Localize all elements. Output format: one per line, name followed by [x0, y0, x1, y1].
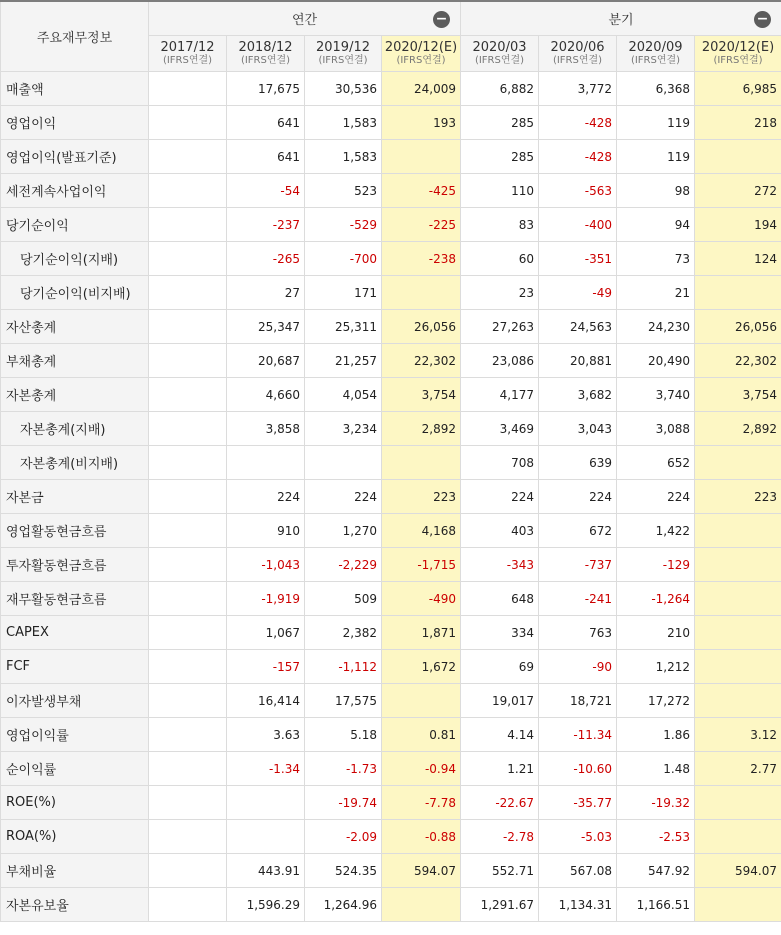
table-cell: [149, 616, 227, 650]
table-row: [1, 786, 781, 820]
table-cell: 22,302: [382, 344, 461, 378]
table-cell: 25,311: [305, 310, 382, 344]
table-cell: 3,858: [227, 412, 305, 446]
table-row: [1, 548, 781, 582]
table-cell: -2.78: [461, 820, 539, 854]
table-cell: [695, 446, 781, 480]
table-cell: -0.94: [382, 752, 461, 786]
table-cell: 224: [461, 480, 539, 514]
table-cell: -351: [539, 242, 617, 276]
column-period: 2020/03: [472, 39, 527, 55]
table-cell: 0.81: [382, 718, 461, 752]
table-cell: 1,583: [305, 140, 382, 174]
table-cell: 2,892: [382, 412, 461, 446]
table-cell: -54: [227, 174, 305, 208]
row-label: 당기순이익: [1, 208, 149, 242]
table-cell: 594.07: [695, 854, 781, 888]
table-cell: -1,043: [227, 548, 305, 582]
row-label: 순이익률: [1, 752, 149, 786]
row-label: 부채비율: [1, 854, 149, 888]
table-cell: -1,715: [382, 548, 461, 582]
table-row: [1, 140, 781, 174]
table-row: [1, 888, 781, 922]
table-cell: [382, 446, 461, 480]
table-cell: -157: [227, 650, 305, 684]
row-label: 자산총계: [1, 310, 149, 344]
table-cell: 641: [227, 140, 305, 174]
row-label: ROE(%): [1, 786, 149, 820]
table-cell: 218: [695, 106, 781, 140]
table-cell: 25,347: [227, 310, 305, 344]
collapse-annual-button[interactable]: −: [433, 11, 450, 28]
table-cell: -563: [539, 174, 617, 208]
table-cell: [695, 514, 781, 548]
table-cell: [149, 548, 227, 582]
row-label: 영업이익(발표기준): [1, 140, 149, 174]
table-cell: 17,575: [305, 684, 382, 718]
row-label: 매출액: [1, 72, 149, 106]
table-row: [1, 480, 781, 514]
table-cell: 1.21: [461, 752, 539, 786]
table-cell: -529: [305, 208, 382, 242]
table-cell: 403: [461, 514, 539, 548]
table-cell: -90: [539, 650, 617, 684]
column-basis: (IFRS연결): [162, 54, 213, 66]
column-period: 2020/09: [628, 39, 683, 55]
column-basis: (IFRS연결): [240, 54, 291, 66]
table-row: [1, 684, 781, 718]
row-label: 자본총계(비지배): [1, 446, 149, 480]
table-cell: 94: [617, 208, 695, 242]
table-cell: 3,754: [695, 378, 781, 412]
group-label-annual: 연간: [291, 13, 318, 28]
table-row: [1, 242, 781, 276]
table-cell: [695, 820, 781, 854]
table-row: [1, 310, 781, 344]
table-cell: [149, 582, 227, 616]
table-cell: 23: [461, 276, 539, 310]
table-cell: 24,563: [539, 310, 617, 344]
table-cell: 119: [617, 106, 695, 140]
table-row: [1, 582, 781, 616]
row-label: 당기순이익(지배): [1, 242, 149, 276]
table-cell: 27,263: [461, 310, 539, 344]
row-label: 영업이익: [1, 106, 149, 140]
table-cell: -0.88: [382, 820, 461, 854]
table-cell: [149, 378, 227, 412]
table-cell: 2,892: [695, 412, 781, 446]
table-cell: [149, 752, 227, 786]
table-cell: 285: [461, 106, 539, 140]
table-cell: [149, 140, 227, 174]
table-cell: 24,230: [617, 310, 695, 344]
column-period: 2017/12: [160, 39, 215, 55]
table-row: [1, 752, 781, 786]
table-cell: [149, 820, 227, 854]
table-row: [1, 72, 781, 106]
table-cell: -2.09: [305, 820, 382, 854]
table-cell: 652: [617, 446, 695, 480]
table-cell: -490: [382, 582, 461, 616]
table-cell: 224: [617, 480, 695, 514]
table-row: [1, 106, 781, 140]
table-cell: 194: [695, 208, 781, 242]
table-cell: 73: [617, 242, 695, 276]
table-cell: 3,469: [461, 412, 539, 446]
row-label: 부채총계: [1, 344, 149, 378]
table-cell: [149, 276, 227, 310]
table-cell: -1,112: [305, 650, 382, 684]
table-row: [1, 616, 781, 650]
column-period: 2020/12(E): [384, 39, 458, 55]
table-cell: -1,919: [227, 582, 305, 616]
column-basis: (IFRS연결): [396, 54, 446, 66]
table-cell: 3,740: [617, 378, 695, 412]
table-cell: -2.53: [617, 820, 695, 854]
column-header: [539, 36, 617, 72]
table-cell: 4,168: [382, 514, 461, 548]
table-cell: 224: [305, 480, 382, 514]
table-cell: 30,536: [305, 72, 382, 106]
table-cell: -343: [461, 548, 539, 582]
table-cell: 3,772: [539, 72, 617, 106]
table-cell: [149, 650, 227, 684]
group-label-quarterly: 분기: [608, 13, 634, 28]
table-cell: -1,264: [617, 582, 695, 616]
table-cell: -425: [382, 174, 461, 208]
table-cell: 648: [461, 582, 539, 616]
table-cell: 524.35: [305, 854, 382, 888]
row-label: 영업이익률: [1, 718, 149, 752]
table-cell: 1,596.29: [227, 888, 305, 922]
table-cell: 910: [227, 514, 305, 548]
column-basis: (IFRS연결): [474, 54, 525, 66]
table-row: [1, 412, 781, 446]
table-cell: 567.08: [539, 854, 617, 888]
table-cell: 509: [305, 582, 382, 616]
table-cell: 594.07: [382, 854, 461, 888]
table-cell: 27: [227, 276, 305, 310]
table-cell: 19,017: [461, 684, 539, 718]
row-label: 투자활동현금흐름: [1, 548, 149, 582]
table-cell: [149, 72, 227, 106]
table-cell: [149, 344, 227, 378]
table-cell: 1,672: [382, 650, 461, 684]
row-label: 자본금: [1, 480, 149, 514]
table-cell: [149, 174, 227, 208]
column-period: 2020/12(E): [701, 39, 775, 55]
table-cell: 210: [617, 616, 695, 650]
table-cell: 21: [617, 276, 695, 310]
table-cell: 547.92: [617, 854, 695, 888]
group-header-annual: [149, 1, 461, 36]
table-cell: -225: [382, 208, 461, 242]
table-cell: [149, 480, 227, 514]
table-cell: 1,212: [617, 650, 695, 684]
column-header: [695, 36, 781, 72]
table-cell: [149, 208, 227, 242]
table-row: [1, 718, 781, 752]
table-title: 주요재무정보: [1, 1, 149, 72]
table-cell: 552.71: [461, 854, 539, 888]
table-cell: 5.18: [305, 718, 382, 752]
table-cell: [382, 140, 461, 174]
table-cell: 18,721: [539, 684, 617, 718]
table-body: [1, 72, 781, 922]
table-cell: [227, 786, 305, 820]
table-cell: 4,054: [305, 378, 382, 412]
table-cell: 22,302: [695, 344, 781, 378]
table-cell: 224: [227, 480, 305, 514]
column-header: [617, 36, 695, 72]
table-cell: 763: [539, 616, 617, 650]
table-cell: 4.14: [461, 718, 539, 752]
table-cell: -1.73: [305, 752, 382, 786]
table-cell: -1.34: [227, 752, 305, 786]
table-cell: -737: [539, 548, 617, 582]
table-cell: 1,166.51: [617, 888, 695, 922]
table-cell: 708: [461, 446, 539, 480]
table-cell: 641: [227, 106, 305, 140]
table-cell: 3,088: [617, 412, 695, 446]
table-cell: 17,675: [227, 72, 305, 106]
table-cell: 4,660: [227, 378, 305, 412]
table-cell: 3,682: [539, 378, 617, 412]
table-cell: 2,382: [305, 616, 382, 650]
table-cell: 26,056: [382, 310, 461, 344]
table-cell: 3.63: [227, 718, 305, 752]
table-cell: 17,272: [617, 684, 695, 718]
row-label: 당기순이익(비지배): [1, 276, 149, 310]
table-cell: [149, 684, 227, 718]
table-cell: 1,264.96: [305, 888, 382, 922]
row-label: 자본총계(지배): [1, 412, 149, 446]
table-row: [1, 208, 781, 242]
table-row: [1, 344, 781, 378]
table-cell: -35.77: [539, 786, 617, 820]
column-period: 2020/06: [550, 39, 605, 55]
column-header: [382, 36, 461, 72]
table-cell: -428: [539, 106, 617, 140]
table-cell: [149, 888, 227, 922]
table-cell: 443.91: [227, 854, 305, 888]
table-cell: 285: [461, 140, 539, 174]
row-label: CAPEX: [1, 616, 149, 650]
table-cell: 6,882: [461, 72, 539, 106]
table-cell: 1,422: [617, 514, 695, 548]
table-cell: 1.86: [617, 718, 695, 752]
table-cell: [149, 106, 227, 140]
row-label: 자본유보율: [1, 888, 149, 922]
table-cell: [695, 786, 781, 820]
table-cell: 23,086: [461, 344, 539, 378]
table-cell: 3,043: [539, 412, 617, 446]
column-header: [227, 36, 305, 72]
table-cell: -22.67: [461, 786, 539, 820]
table-cell: 223: [382, 480, 461, 514]
table-cell: 334: [461, 616, 539, 650]
table-cell: [695, 582, 781, 616]
table-cell: 119: [617, 140, 695, 174]
table-cell: 3,234: [305, 412, 382, 446]
table-cell: [149, 446, 227, 480]
column-header: [149, 36, 227, 72]
table-cell: -129: [617, 548, 695, 582]
table-cell: 26,056: [695, 310, 781, 344]
table-cell: 60: [461, 242, 539, 276]
table-cell: [695, 140, 781, 174]
table-cell: 6,985: [695, 72, 781, 106]
table-cell: 21,257: [305, 344, 382, 378]
table-cell: 171: [305, 276, 382, 310]
table-cell: -238: [382, 242, 461, 276]
group-header-quarterly: [461, 1, 781, 36]
table-cell: 6,368: [617, 72, 695, 106]
table-row: [1, 446, 781, 480]
row-label: 세전계속사업이익: [1, 174, 149, 208]
row-label: 이자발생부채: [1, 684, 149, 718]
table-cell: [149, 242, 227, 276]
table-cell: 3.12: [695, 718, 781, 752]
table-cell: 24,009: [382, 72, 461, 106]
column-basis: (IFRS연결): [630, 54, 681, 66]
row-label: 재무활동현금흐름: [1, 582, 149, 616]
table-cell: 1,134.31: [539, 888, 617, 922]
table-cell: 20,687: [227, 344, 305, 378]
table-row: [1, 174, 781, 208]
table-cell: [695, 616, 781, 650]
row-label: FCF: [1, 650, 149, 684]
table-cell: [227, 820, 305, 854]
table-cell: [227, 446, 305, 480]
table-cell: [149, 854, 227, 888]
table-row: [1, 650, 781, 684]
table-cell: [695, 888, 781, 922]
table-cell: [149, 514, 227, 548]
table-cell: -2,229: [305, 548, 382, 582]
table-cell: [149, 412, 227, 446]
column-period: 2018/12: [238, 39, 293, 55]
table-row: [1, 514, 781, 548]
row-label: 영업활동현금흐름: [1, 514, 149, 548]
table-cell: 3,754: [382, 378, 461, 412]
table-cell: [695, 684, 781, 718]
table-cell: 193: [382, 106, 461, 140]
table-cell: 1,291.67: [461, 888, 539, 922]
table-cell: [149, 310, 227, 344]
table-cell: 1.48: [617, 752, 695, 786]
row-label: 자본총계: [1, 378, 149, 412]
table-cell: 1,270: [305, 514, 382, 548]
table-cell: -265: [227, 242, 305, 276]
table-cell: 110: [461, 174, 539, 208]
table-cell: [382, 888, 461, 922]
table-cell: -19.74: [305, 786, 382, 820]
table-cell: [382, 276, 461, 310]
table-row: [1, 820, 781, 854]
table-cell: 83: [461, 208, 539, 242]
table-cell: 20,490: [617, 344, 695, 378]
column-header: [461, 36, 539, 72]
table-row: [1, 378, 781, 412]
column-basis: (IFRS연결): [318, 54, 368, 66]
table-cell: 4,177: [461, 378, 539, 412]
table-cell: 523: [305, 174, 382, 208]
table-cell: -19.32: [617, 786, 695, 820]
table-cell: 1,871: [382, 616, 461, 650]
table-cell: [695, 276, 781, 310]
column-period: 2019/12: [315, 39, 370, 55]
table-cell: [305, 446, 382, 480]
table-cell: -49: [539, 276, 617, 310]
table-cell: -400: [539, 208, 617, 242]
table-cell: 124: [695, 242, 781, 276]
table-cell: 69: [461, 650, 539, 684]
table-cell: 639: [539, 446, 617, 480]
table-cell: 20,881: [539, 344, 617, 378]
table-cell: 223: [695, 480, 781, 514]
table-cell: -428: [539, 140, 617, 174]
table-cell: 272: [695, 174, 781, 208]
table-cell: -237: [227, 208, 305, 242]
column-basis: (IFRS연결): [713, 54, 763, 66]
table-cell: -5.03: [539, 820, 617, 854]
table-cell: 2.77: [695, 752, 781, 786]
table-cell: -7.78: [382, 786, 461, 820]
table-cell: 98: [617, 174, 695, 208]
table-cell: -241: [539, 582, 617, 616]
table-cell: -11.34: [539, 718, 617, 752]
row-label: ROA(%): [1, 820, 149, 854]
table-cell: [382, 684, 461, 718]
table-cell: 1,067: [227, 616, 305, 650]
table-cell: 672: [539, 514, 617, 548]
collapse-quarterly-button[interactable]: −: [754, 11, 771, 28]
table-cell: -700: [305, 242, 382, 276]
table-row: [1, 276, 781, 310]
table-cell: [695, 548, 781, 582]
table-cell: 224: [539, 480, 617, 514]
table-row: [1, 854, 781, 888]
table-cell: [149, 786, 227, 820]
table-cell: 16,414: [227, 684, 305, 718]
table-cell: [695, 650, 781, 684]
column-basis: (IFRS연결): [552, 54, 603, 66]
table-cell: 1,583: [305, 106, 382, 140]
table-cell: [149, 718, 227, 752]
column-header: [305, 36, 382, 72]
table-cell: -10.60: [539, 752, 617, 786]
